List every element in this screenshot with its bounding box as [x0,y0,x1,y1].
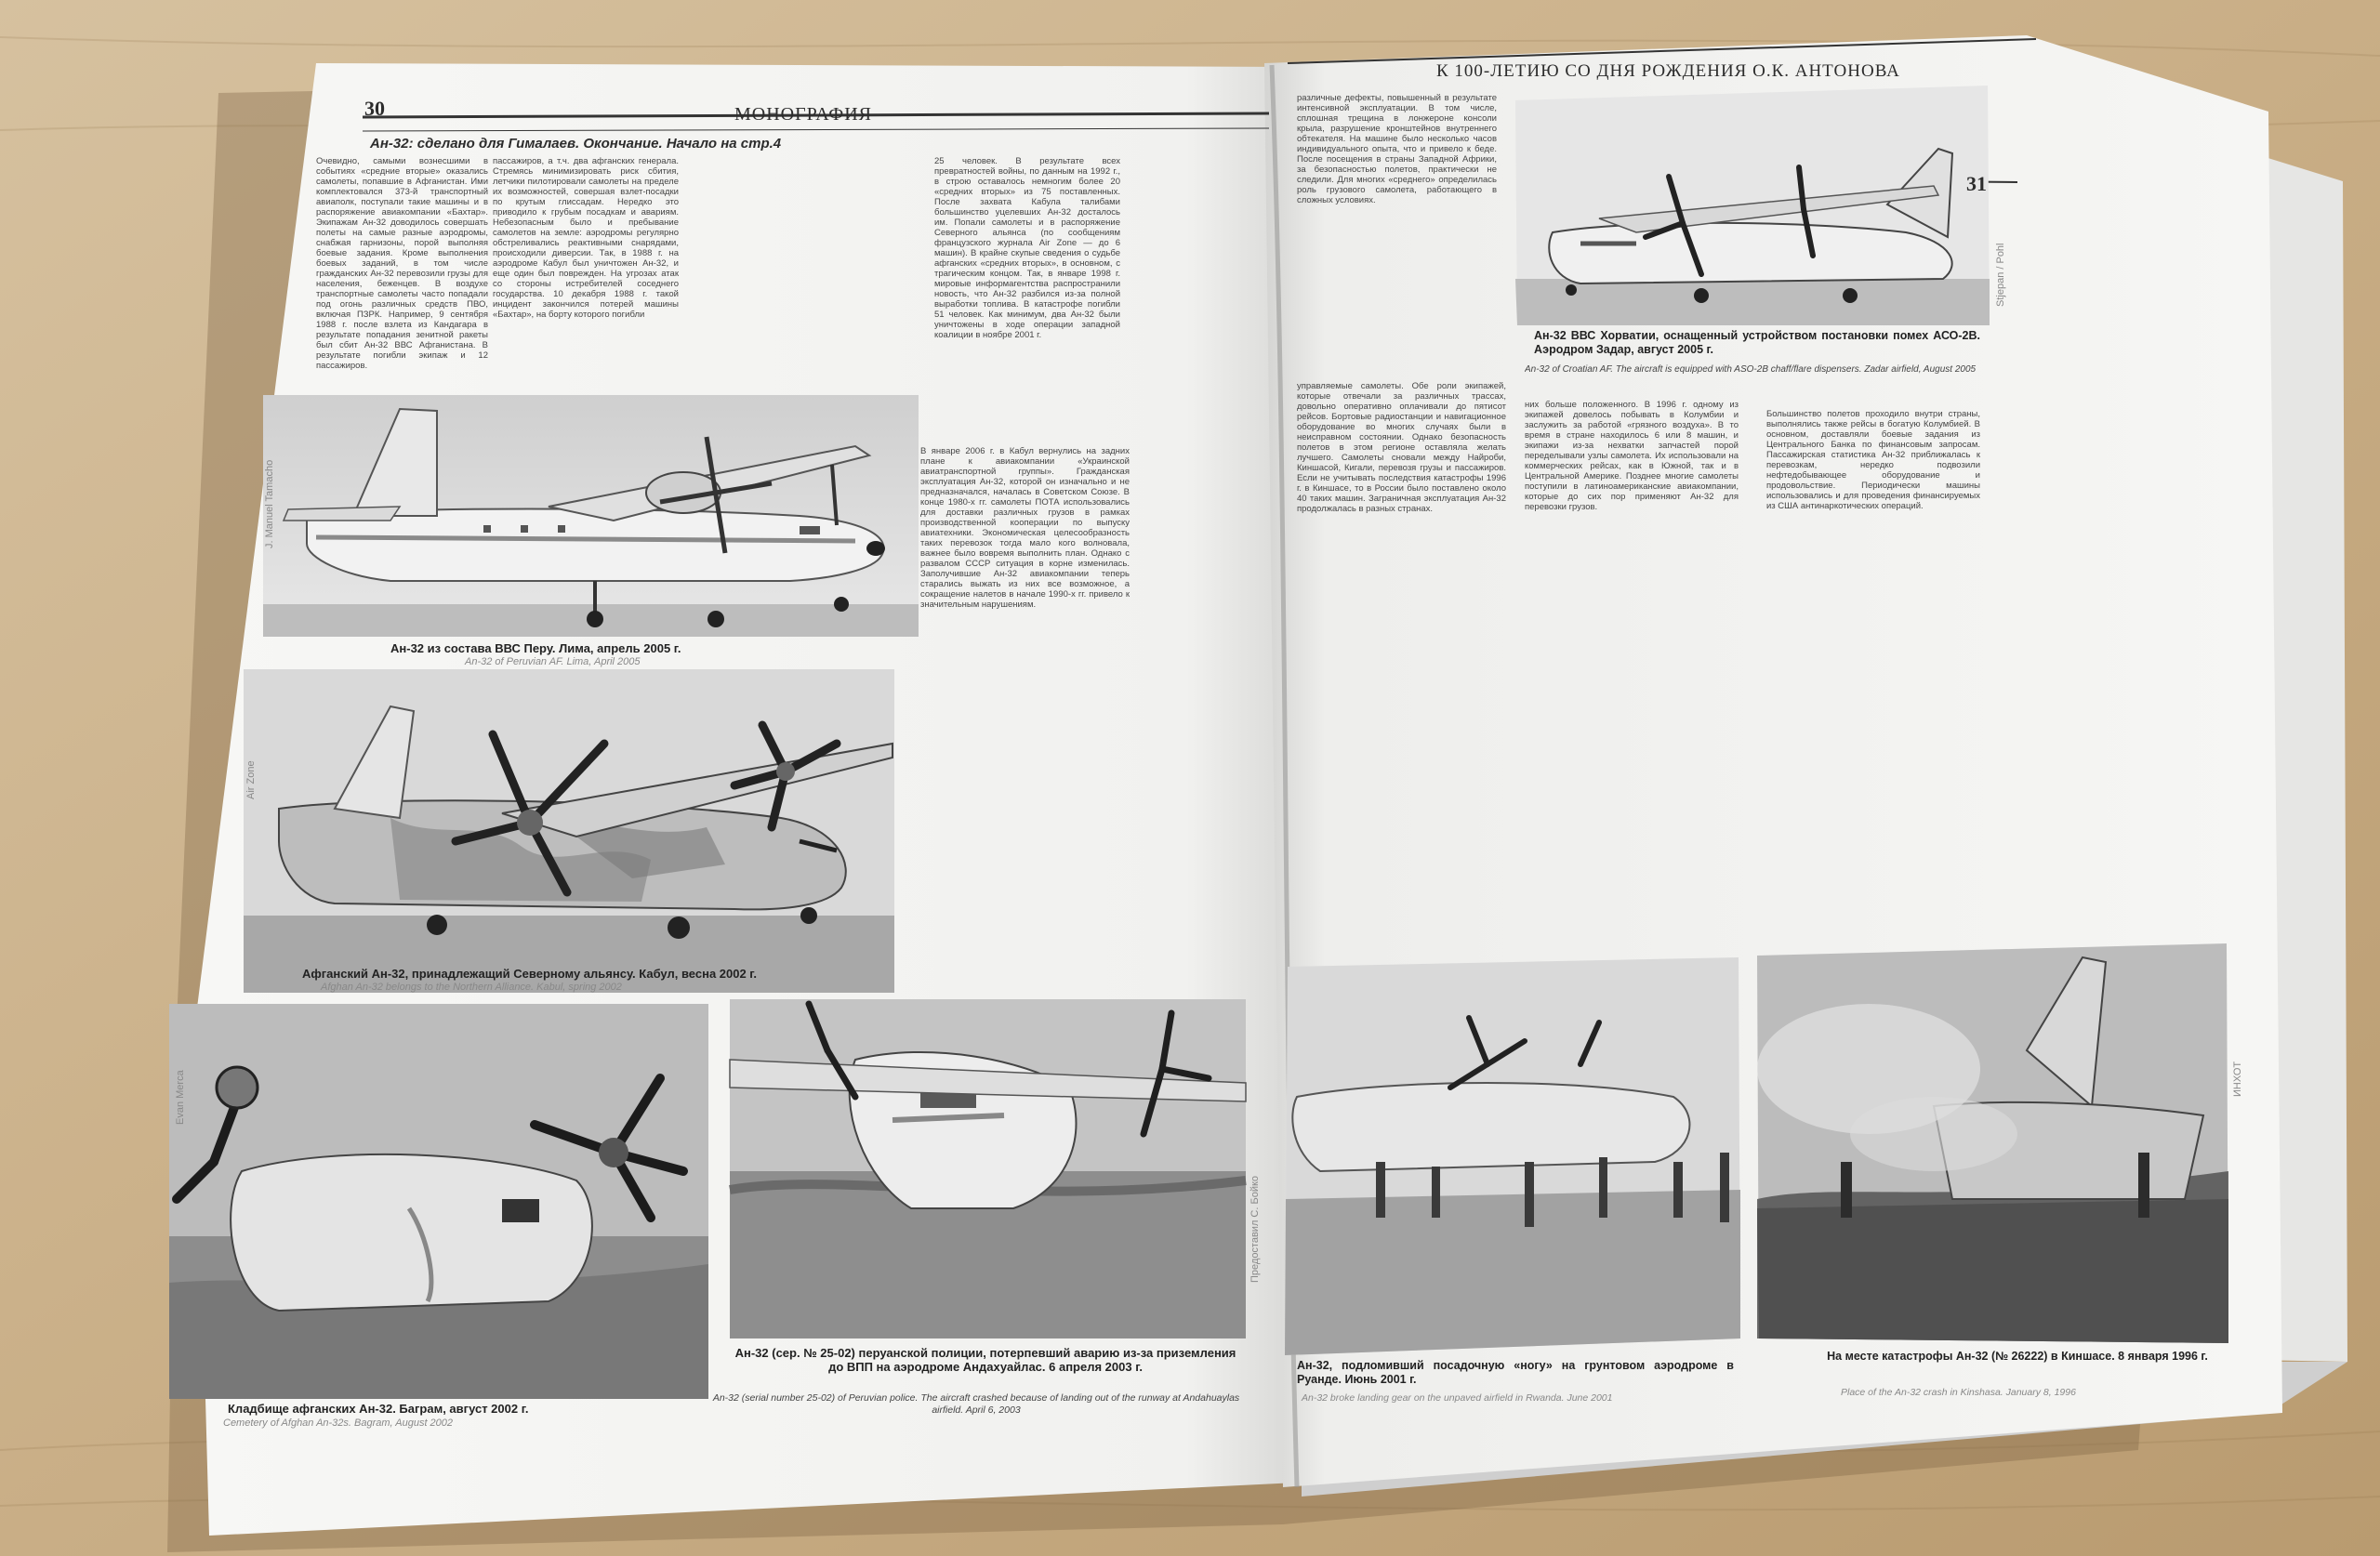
svg-text:J. Manuel Tamacho: J. Manuel Tamacho [264,459,275,548]
caption-peru-en: An-32 of Peruvian AF. Lima, April 2005 [465,656,641,667]
caption-bagram-en: Cemetery of Afghan An-32s. Bagram, August 2002 [223,1418,454,1429]
left-col-2: пассажиров, а т.ч. два афганских генерала. Стремясь минимизировать риск сбития, летчики пилотировали самолеты на пределе их возможностей, совершая взлет-посадки по крутым глиссадам. Нередко это приводило к грубым посадкам и авариям. Небезопасным было и пребывание самолетов на земле: аэродромы регулярно обстреливались реактивными снарядами, происходили диверсии. Так, в 1988 г. на аэродроме Кабул был уничтожен Ан-32, и еще один был поврежден. На угрозах атак со стороны истребителей соседнего государства. 10 декабря 1988 г. такой инцидент закончился потерей машины «Бахтар», на борту которого погибли [493,156,679,320]
left-page-number: 30 [364,97,385,120]
svg-text:Предоставил С. Бойко: Предоставил С. Бойко [1250,1175,1261,1283]
caption-bagram: Кладбище афганских Ан-32. Баграм, август 2002 г. [228,1402,529,1416]
right-col-4: Большинство полетов проходило внутри страны, выполнялись также рейсы в богатую Колумбией. В основном, доставляли боевые задания из Центрального Банка по финансовым запросам. Пассажирская статистика Ан-32 приближалась к перевозкам, нередко подвозили нефтедобывающее оборудование и продовольствие. Периодически машины использовались и для проведения финансируемых из США антинаркотических операций. [1766,409,1980,511]
left-col-3: 25 человек. В результате всех превратностей войны, по данным на 1992 г., в строю оставалось немногим более 20 «средних вторых» из 75 поставленных. После захвата Кабула талибами большинство уцелевших Ан-32 досталось им. Попали самолеты и в распоряжение Северного альянса (по сообщениям французского журнала Air Zone — до 6 машин). В крайне скупые сведения о судьбе афганских «средних вторых», в основном, с трагическим концом. Так, в январе 1998 г. мировые информагентства распространили новость, что Ан-32 разбился из-за полной выработки топлива. В катастрофе погибли 51 человек. Как минимум, два Ан-32 были уничтожены в ходе операции западной коалиции в ноябре 2001 г. [934,156,1120,340]
caption-rwanda: Ан-32, подломивший посадочную «ногу» на грунтовом аэродроме в Руанде. Июнь 2001 г. [1297,1359,1734,1386]
photo-croatia-an32 [1515,86,1990,325]
caption-peru: Ан-32 из состава ВВС Перу. Лима, апрель 2005 г. [390,641,681,655]
photo-rwanda-an32 [1285,957,1740,1355]
caption-afghan: Афганский Ан-32, принадлежащий Северному альянсу. Кабул, весна 2002 г. [302,967,758,981]
left-col-1: Очевидно, самыми вознесшими в событиях «средние вторые» оказались самолеты, попавшие в Афганистан. Ими комплектовался 373-й транспортный авиаполк, поступали такие машины и в распоряжение авиакомпании «Бахтар». Экипажам Ан-32 доводилось совершать полеты на самые разные аэродромы, снабжая гарнизоны, порой выполняя боевые задания. Кроме выполнения боевых заданий, в том числе гражданских Ан-32 перевозили грузы для населения, беженцев. В воздухе транспортные самолеты часто попадали под огонь различных средств ПВО, включая ПЗРК. Например, 9 сентября 1988 г. после взлета из Кандагара в результате попадания зенитной ракеты был сбит Ан-32 ВВС Афганистана. В результате погибли экипаж и 12 пассажиров. [316,156,488,371]
article-subtitle: Ан-32: сделано для Гималаев. Окончание. Начало на стр.4 [370,136,782,152]
photo-bagram-cemetery [169,1004,708,1399]
svg-text:Air Zone: Air Zone [245,760,257,799]
svg-text:Stjepan / Pohl: Stjepan / Pohl [1995,243,2006,307]
right-col-2: управляемые самолеты. Обе роли экипажей, которые отвечали за различных трассах, довольно оперативно оплачивали до пятисот рейсов. Бортовые радиостанции и навигационное оборудование во многих случаях были в неисправном состоянии. Однако безопасность полетов в этом регионе оставляла желать лучшего. Самолеты сновали между Найроби, Киншасой, Кигали, перевозя грузы и пассажиров. Если не учитывать последствия катастрофы 1996 г. в Киншасе, то в России было поставлено около 40 таких машин. Заграничная эксплуатация Ан-32 продолжалась в разных странах. [1297,381,1506,514]
svg-text:ИНХОТ: ИНХОТ [2232,1061,2243,1097]
caption-peru-police-en: An-32 (serial number 25-02) of Peruvian police. The aircraft crashed because of landing out of the runway at Andahuaylas airfield. April 6, 2003 [712,1392,1240,1416]
caption-peru-police: Ан-32 (сер. № 25-02) перуанской полиции, потерпевший аварию из-за приземления до ВПП на аэродроме Андахуайлас. 6 апреля 2003 г. [734,1346,1236,1374]
caption-kinshasa-en: Place of the An-32 crash in Kinshasa. January 8, 1996 [1841,1387,2076,1398]
caption-croatia-en: An-32 of Croatian AF. The aircraft is equipped with ASO-2B chaff/flare dispensers. Zadar airfield, August 2005 [1525,364,1977,375]
left-section-title: МОНОГРАФИЯ [734,104,873,125]
right-page-header: К 100-ЛЕТИЮ СО ДНЯ РОЖДЕНИЯ О.К. АНТОНОВА [1436,61,1900,81]
photo-peru-an32 [263,395,919,637]
photo-peru-police-crash [730,999,1246,1338]
left-col-4: В январе 2006 г. в Кабул вернулись на задних плане к авиакомпании «Украинской авиатранспортной группы». Гражданская эксплуатация Ан-32, которой он изначально и не предназначался, началась в Советском Союзе. В конце 1980-х гг. самолеты ПОТА использовались для доставки различных грузов в рамках производственной кооперации по выпуску авиатехники. Экономическая целесообразность таких перевозок тогда мало кого волновала, важнее было вовремя выполнить план. Однако с развалом СССР ситуация в корне изменилась. Заполучившие Ан-32 авиакомпании теперь старались выжать из них все возможное, а сокращение налетов в начале 1990-х гг. привело к значительным нарушениям. [920,446,1130,610]
right-col-3: них больше положенного. В 1996 г. одному из экипажей довелось побывать в Колумбии и заслужить за работой «грязного воздуха». В то время в стране находилось 6 или 8 машин, и экипажи из-за нехватки запчастей порой переделывали узлы самолета. Их использовали на коммерческих рейсах, как в Южной, так и в Центральной Америке. Позднее многие самолеты поступили в латиноамериканские авиакомпании, которые до сих пор применяют Ан-32 для перевозки грузов. [1525,400,1739,512]
caption-croatia: Ан-32 ВВС Хорватии, оснащенный устройством постановки помех АСО-2В. Аэродром Задар, август 2005 г. [1534,329,1980,356]
caption-kinshasa: На месте катастрофы Ан-32 (№ 26222) в Киншасе. 8 января 1996 г. [1827,1350,2208,1363]
right-col-1: различные дефекты, повышенный в результате интенсивной эксплуатации. В том числе, сплошная трещина в лонжероне консоли крыла, разрушение кронштейнов внутреннего обтекателя. На машине было несколько часов индивидуального опыта, что и привело к беде. После посещения в страны Западной Африки, за безопасностью полетов, практически не следили. Для многих «среднего» определилась роль грузового самолета, работающего в сложных условиях. [1297,93,1497,205]
caption-rwanda-en: An-32 broke landing gear on the unpaved airfield in Rwanda. June 2001 [1302,1392,1613,1404]
photo-kinshasa-crash [1757,943,2228,1343]
photo-afghan-an32 [244,669,894,993]
svg-text:Evan Merca: Evan Merca [175,1070,186,1125]
right-page-number: 31 [1966,172,1987,195]
caption-afghan-en: Afghan An-32 belongs to the Northern Alliance. Kabul, spring 2002 [321,982,622,993]
